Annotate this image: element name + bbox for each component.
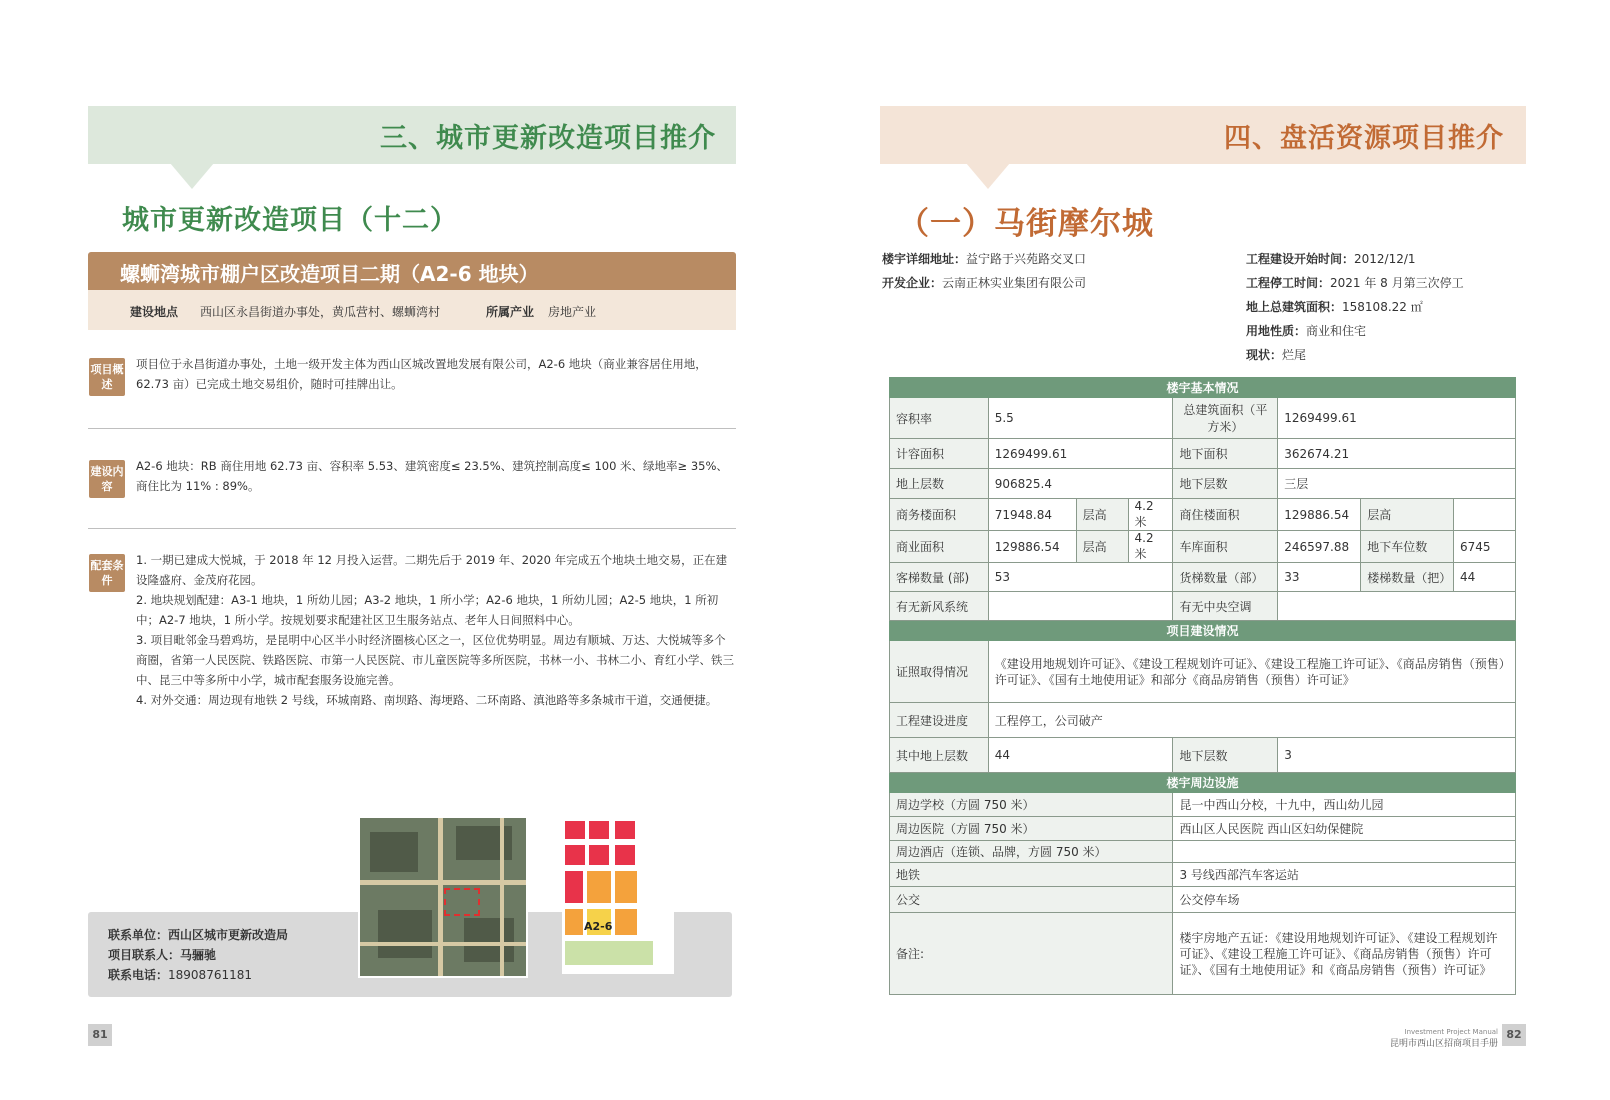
meta-value: 158108.22 ㎡ <box>1342 300 1423 314</box>
table-value: 1269499.61 <box>1278 398 1516 439</box>
table-value: 楼宇房地产五证：《建设用地规划许可证》、《建设工程规划许可证》、《建设工程施工许可证》、《商品房销售（预售）许可证》、《国有土地使用证》和《商品房销售（预售）许可证》 <box>1173 913 1516 995</box>
table-key: 容积率 <box>890 398 989 439</box>
table-key: 商务楼面积 <box>890 499 989 531</box>
support-item: 2. 地块规划配建：A3-1 地块，1 所幼儿园；A3-2 地块，1 所小学；A2-6 地块，1 所幼儿园；A2-5 地块，1 所初中；A2-7 地块，1 所小学。按规划要求配建社区卫生服务站点、老年人日间照料中心。 <box>136 593 719 627</box>
meta-label: 开发企业： <box>882 276 943 290</box>
meta-value: 2021 年 8 月第三次停工 <box>1330 276 1464 290</box>
table-header-cell: 楼宇基本情况 <box>890 378 1516 398</box>
table-row <box>890 841 1516 863</box>
site-plan-image <box>562 816 674 974</box>
content-text: A2-6 地块：RB 商住用地 62.73 亩、容积率 5.53、建筑密度≤ 23.5%、建筑控制高度≤ 100 米、绿地率≥ 35%、商住比为 11% : 89%。 <box>136 459 728 493</box>
table-value: 《建设用地规划许可证》、《建设工程规划许可证》、《建设工程施工许可证》、《商品房销售（预售）许可证》、《国有土地使用证》和部分《商品房销售（预售）许可证》 <box>988 641 1515 703</box>
table-value: 6745 <box>1454 531 1516 563</box>
contact-unit <box>108 926 288 943</box>
table-row <box>890 817 1516 841</box>
location-value: 西山区永昌街道办事处，黄瓜营村、螺蛳湾村 <box>200 305 441 319</box>
table-key: 周边医院（方圆 750 米） <box>890 817 1173 841</box>
table-key: 地下层数 <box>1173 738 1278 773</box>
project-info-strip <box>88 290 736 330</box>
table-value <box>1454 499 1516 531</box>
section-banner-right <box>880 106 1526 164</box>
table-key: 有无新风系统 <box>890 592 989 621</box>
contact-person-value: 马骊驰 <box>180 948 217 962</box>
banner-notch-left <box>170 163 214 189</box>
meta-label: 地上总建筑面积： <box>1246 300 1343 314</box>
table-key: 层高 <box>1076 531 1128 563</box>
contact-person <box>108 946 216 963</box>
table-value: 246597.88 <box>1278 531 1361 563</box>
footer-chinese: 昆明市西山区招商项目手册 <box>1389 1039 1498 1049</box>
meta-label: 楼宇详细地址： <box>882 252 967 266</box>
table-key: 层高 <box>1076 499 1128 531</box>
table-row <box>890 592 1516 621</box>
project-name-bar <box>88 252 736 290</box>
meta-value: 2012/12/1 <box>1354 252 1416 266</box>
support-item: 1. 一期已建成大悦城，于 2018 年 12 月投入运营。二期先后于 2019 年、2020 年完成五个地块土地交易，正在建设隆盛府、金茂府花园。 <box>136 553 728 587</box>
table-key: 总建筑面积（平方米） <box>1173 398 1278 439</box>
divider <box>88 528 736 529</box>
industry-label: 所属产业 <box>486 305 535 319</box>
table-value: 3 <box>1278 738 1516 773</box>
table-value: 53 <box>988 563 1173 592</box>
table-value: 工程停工，公司破产 <box>988 703 1515 738</box>
table-value: 44 <box>1454 563 1516 592</box>
table-key: 周边学校（方圆 750 米） <box>890 793 1173 817</box>
meta-label: 用地性质： <box>1246 324 1307 338</box>
table-row <box>890 499 1516 531</box>
table-key: 商住楼面积 <box>1173 499 1278 531</box>
meta-value: 商业和住宅 <box>1306 324 1367 338</box>
table-key: 地下层数 <box>1173 469 1278 499</box>
meta-floor-area <box>1246 298 1423 315</box>
plan-parcel-label: A2-6 <box>584 920 613 933</box>
table-value: 3 号线西部汽车客运站 <box>1173 863 1516 887</box>
location-label: 建设地点 <box>130 305 179 319</box>
table-row <box>890 738 1516 773</box>
building-title: （一）马街摩尔城 <box>898 206 1154 242</box>
page-number-left: 81 <box>88 1024 112 1046</box>
table-key: 商业面积 <box>890 531 989 563</box>
table-value <box>1278 592 1516 621</box>
table-section-header <box>890 621 1516 641</box>
table-key: 地下车位数 <box>1361 531 1454 563</box>
meta-address <box>882 250 1086 267</box>
meta-label: 工程建设开始时间： <box>1246 252 1355 266</box>
table-key: 工程建设进度 <box>890 703 989 738</box>
meta-value: 烂尾 <box>1282 348 1307 362</box>
table-key: 层高 <box>1361 499 1454 531</box>
meta-stop-date <box>1246 274 1464 291</box>
table-key: 有无中央空调 <box>1173 592 1278 621</box>
table-key: 备注: <box>890 913 1173 995</box>
table-row <box>890 913 1516 995</box>
contact-person-label: 项目联系人： <box>108 948 181 962</box>
table-value: 公交停车场 <box>1173 887 1516 913</box>
meta-developer <box>882 274 1086 291</box>
support-item: 4. 对外交通：周边现有地铁 2 号线，环城南路、南坝路、海埂路、二环南路、滇池路等多条城市干道，交通便捷。 <box>136 693 718 707</box>
table-row <box>890 439 1516 469</box>
project-name: 螺蛳湾城市棚户区改造项目二期（A2-6 地块） <box>120 262 539 286</box>
support-list <box>136 550 736 710</box>
table-value: 906825.4 <box>988 469 1173 499</box>
table-row <box>890 703 1516 738</box>
divider <box>88 428 736 429</box>
meta-label: 工程停工时间： <box>1246 276 1331 290</box>
banner-notch-right <box>966 163 1010 189</box>
table-row <box>890 887 1516 913</box>
table-section-header <box>890 378 1516 398</box>
building-info-table <box>889 377 1516 995</box>
meta-value: 云南正林实业集团有限公司 <box>942 276 1087 290</box>
project-title: 城市更新改造项目（十二） <box>122 205 458 236</box>
overview-tag: 项目概述 <box>89 358 125 396</box>
table-key: 地铁 <box>890 863 1173 887</box>
table-value <box>988 592 1173 621</box>
footer-english: Investment Project Manual <box>1404 1028 1498 1036</box>
table-value: 33 <box>1278 563 1361 592</box>
contact-unit-value: 西山区城市更新改造局 <box>168 928 289 942</box>
section-title-left: 三、城市更新改造项目推介 <box>380 123 716 154</box>
table-value: 4.2 米 <box>1128 531 1173 563</box>
meta-status <box>1246 346 1306 363</box>
table-key: 客梯数量 (部) <box>890 563 989 592</box>
table-row <box>890 793 1516 817</box>
industry-value: 房地产业 <box>548 305 597 319</box>
table-value: 362674.21 <box>1278 439 1516 469</box>
table-value: 4.2 米 <box>1128 499 1173 531</box>
table-row <box>890 398 1516 439</box>
table-value: 129886.54 <box>988 531 1076 563</box>
table-value: 1269499.61 <box>988 439 1173 469</box>
table-value: 西山区人民医院 西山区妇幼保健院 <box>1173 817 1516 841</box>
table-key: 地下面积 <box>1173 439 1278 469</box>
content-tag: 建设内容 <box>89 460 125 498</box>
table-value: 三层 <box>1278 469 1516 499</box>
section-title-right: 四、盘活资源项目推介 <box>1224 123 1504 154</box>
table-key: 周边酒店（连锁、品牌，方圆 750 米） <box>890 841 1173 863</box>
aerial-map-image <box>358 816 528 978</box>
table-key: 公交 <box>890 887 1173 913</box>
table-key: 货梯数量（部） <box>1173 563 1278 592</box>
table-value: 71948.84 <box>988 499 1076 531</box>
table-value: 昆一中西山分校，十九中，西山幼儿园 <box>1173 793 1516 817</box>
table-key: 计容面积 <box>890 439 989 469</box>
table-row <box>890 863 1516 887</box>
table-value: 129886.54 <box>1278 499 1361 531</box>
footer-right <box>1390 1028 1498 1049</box>
table-key: 其中地上层数 <box>890 738 989 773</box>
contact-unit-label: 联系单位： <box>108 928 169 942</box>
contact-phone-value: 18908761181 <box>168 968 252 982</box>
meta-value: 益宁路于兴苑路交叉口 <box>966 252 1087 266</box>
overview-text: 项目位于永昌街道办事处，土地一级开发主体为西山区城改置地发展有限公司，A2-6 地块（商业兼容居住用地，62.73 亩）已完成土地交易组价，随时可挂牌出让。 <box>136 357 707 391</box>
meta-start-date <box>1246 250 1416 267</box>
table-row <box>890 531 1516 563</box>
table-section-header <box>890 773 1516 793</box>
support-item: 3. 项目毗邻金马碧鸡坊，是昆明中心区半小时经济圈核心区之一，区位优势明显。周边有顺城、万达、大悦城等多个商圈，省第一人民医院、铁路医院、市第一人民医院、市儿童医院等多所医院，书林一小、书林二小、育红小学、铁三中、昆三中等多所中小学，城市配套服务设施完善。 <box>136 633 734 687</box>
table-value: 44 <box>988 738 1173 773</box>
table-header-cell: 项目建设情况 <box>890 621 1516 641</box>
table-value <box>1173 841 1516 863</box>
contact-phone-label: 联系电话： <box>108 968 169 982</box>
table-key: 证照取得情况 <box>890 641 989 703</box>
meta-label: 现状： <box>1246 348 1283 362</box>
table-key: 楼梯数量（把） <box>1361 563 1454 592</box>
table-header-cell: 楼宇周边设施 <box>890 773 1516 793</box>
table-row <box>890 563 1516 592</box>
table-value: 5.5 <box>988 398 1173 439</box>
support-tag: 配套条件 <box>89 554 125 592</box>
page-number-right: 82 <box>1502 1024 1526 1046</box>
contact-phone <box>108 966 252 983</box>
table-row <box>890 641 1516 703</box>
table-key: 车库面积 <box>1173 531 1278 563</box>
section-banner-left <box>88 106 736 164</box>
meta-land-use <box>1246 322 1366 339</box>
table-row <box>890 469 1516 499</box>
table-key: 地上层数 <box>890 469 989 499</box>
